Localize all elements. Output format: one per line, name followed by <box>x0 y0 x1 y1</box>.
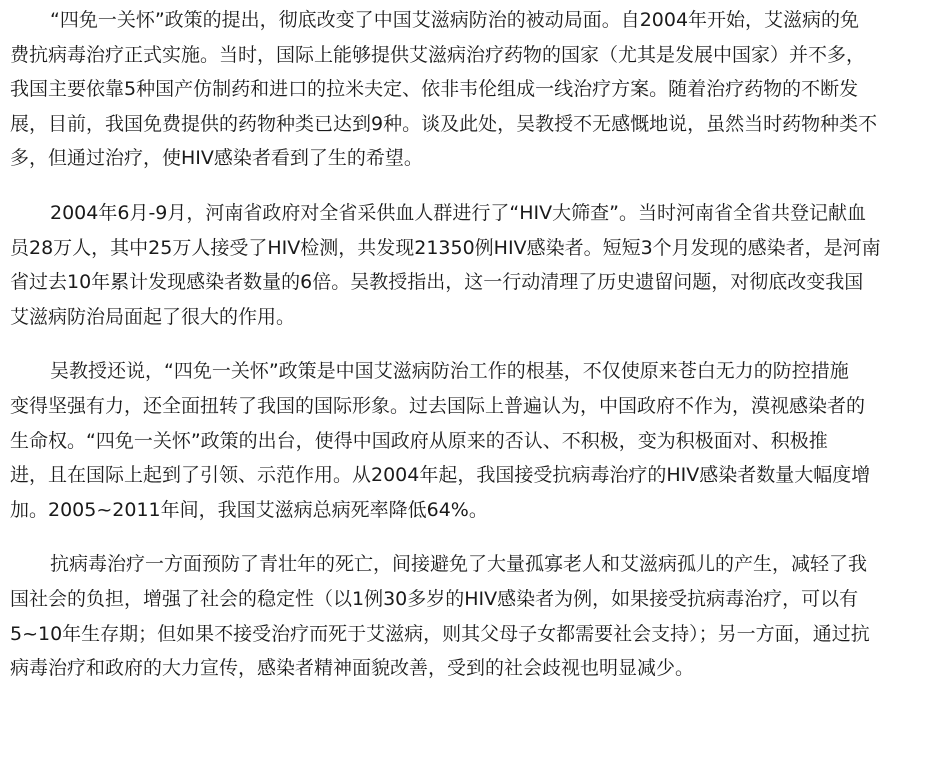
paragraph-policy-impact <box>10 3 939 176</box>
paragraph-treatment-benefits <box>10 547 939 685</box>
text-line: 吴教授还说，“四免一关怀”政策是中国艾滋病防治工作的根基，不仅使原来苍白无力的防控措施 <box>50 360 849 383</box>
text-line: 省过去10年累计发现感染者数量的6倍。吴教授指出，这一行动清理了历史遗留问题，对彻底改变我国 <box>10 271 864 294</box>
text-line: 加。2005~2011年间，我国艾滋病总病死率降低64%。 <box>10 498 488 521</box>
text-line: 艾滋病防治局面起了很大的作用。 <box>10 305 296 328</box>
text-line: 病毒治疗和政府的大力宣传，感染者精神面貌改善，受到的社会歧视也明显减少。 <box>10 657 695 680</box>
text-line: 多，但通过治疗，使HIV感染者看到了生的希望。 <box>10 147 423 170</box>
paragraph-policy-foundation <box>10 354 939 527</box>
text-line: 2004年6月-9月，河南省政府对全省采供血人群进行了“HIV大筛查”。当时河南省全省共登记献血 <box>50 201 866 224</box>
text-line: 变得坚强有力，还全面扭转了我国的国际形象。过去国际上普遍认为，中国政府不作为，漠视感染者的 <box>10 394 866 417</box>
paragraph-henan-screening <box>10 196 939 334</box>
text-line: 生命权。“四免一关怀”政策的出台，使得中国政府从原来的否认、不积极，变为积极面对、积极推 <box>10 429 828 452</box>
text-line: 5~10年生存期；但如果不接受治疗而死于艾滋病，则其父母子女都需要社会支持）；另一方面，通过抗 <box>10 622 870 645</box>
text-line: 展，目前，我国免费提供的药物种类已达到9种。谈及此处，吴教授不无感慨地说，虽然当时药物种类不 <box>10 112 878 135</box>
text-line: 抗病毒治疗一方面预防了青壮年的死亡，间接避免了大量孤寡老人和艾滋病孤儿的产生，减轻了我 <box>50 553 868 576</box>
text-line: “四免一关怀”政策的提出，彻底改变了中国艾滋病防治的被动局面。自2004年开始，艾滋病的免 <box>50 9 860 31</box>
text-line: 进，且在国际上起到了引领、示范作用。从2004年起，我国接受抗病毒治疗的HIV感染者数量大幅度增 <box>10 464 871 487</box>
text-line: 我国主要依靠5种国产仿制药和进口的拉米夫定、依非韦伦组成一线治疗方案。随着治疗药物的不断发 <box>10 78 859 101</box>
text-line: 费抗病毒治疗正式实施。当时，国际上能够提供艾滋病治疗药物的国家（尤其是发展中国家）并不多， <box>10 43 866 66</box>
text-line: 员28万人，其中25万人接受了HIV检测，共发现21350例HIV感染者。短短3个月发现的感染者，是河南 <box>10 236 881 259</box>
text-line: 国社会的负担，增强了社会的稳定性（以1例30多岁的HIV感染者为例，如果接受抗病毒治疗，可以有 <box>10 587 859 610</box>
